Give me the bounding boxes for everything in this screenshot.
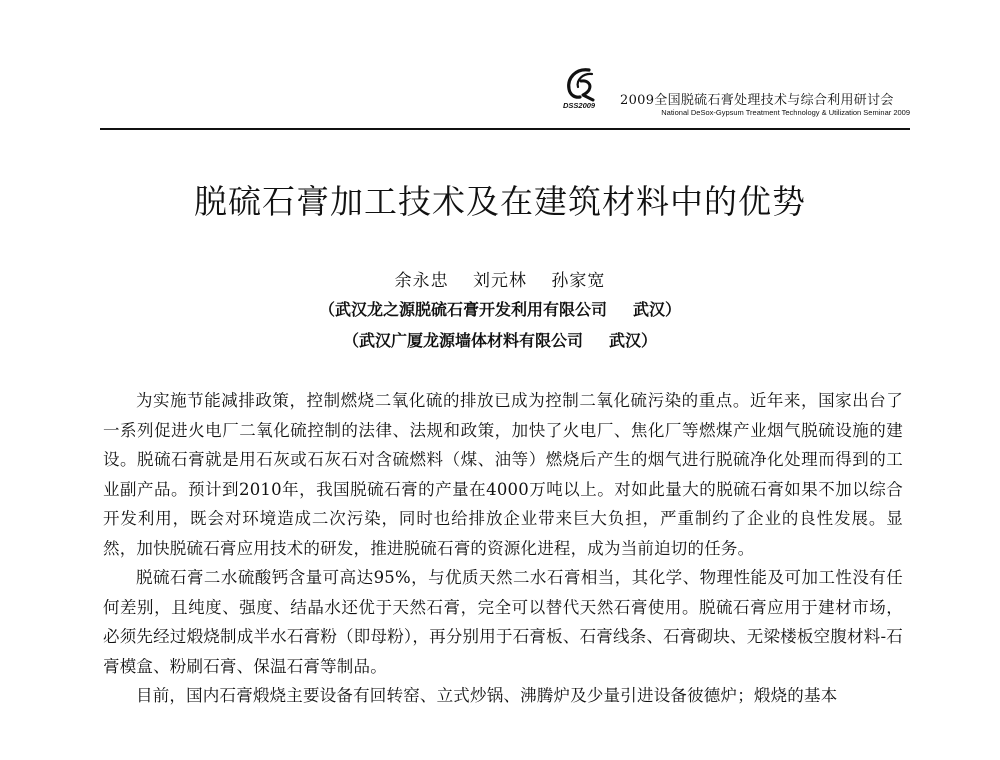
affiliation-city: 武汉 <box>633 300 666 319</box>
paper-body <box>103 386 903 711</box>
conference-name-cn: 2009全国脱硫石膏处理技术与综合利用研讨会 <box>620 93 894 108</box>
body-paragraph: 脱硫石膏二水硫酸钙含量可高达95%，与优质天然二水石膏相当，其化学、物理性能及可加工性没有任何差别，且纯度、强度、结晶水还优于天然石膏，完全可以替代天然石膏使用。脱硫石膏应用于建材市场，必须先经过煅烧制成半水石膏粉（即母粉），再分别用于石膏板、石膏线条、石膏砌块、无梁楼板空腹材料-石膏模盒、粉刷石膏、保温石膏等制品。 <box>103 568 903 676</box>
affiliation-2: （武汉广厦龙源墙体材料有限公司 武汉） <box>342 331 658 350</box>
affiliation-1: （武汉龙之源脱硫石膏开发利用有限公司 武汉） <box>318 300 682 319</box>
body-paragraph: 目前，国内石膏煅烧主要设备有回转窑、立式炒锅、沸腾炉及少量引进设备彼德炉；煅烧的基本 <box>136 686 838 705</box>
affiliation-org: 武汉广厦龙源墙体材料有限公司 <box>358 331 583 350</box>
body-paragraph: 为实施节能减排政策，控制燃烧二氧化硫的排放已成为控制二氧化硫污染的重点。近年来，国家出台了一系列促进火电厂二氧化硫控制的法律、法规和政策，加快了火电厂、焦化厂等燃煤产业烟气脱硫设施的建设。脱硫石膏就是用石灰或石灰石对含硫燃料（煤、油等）燃烧后产生的烟气进行脱硫净化处理而得到的工业副产品。预计到2010年，我国脱硫石膏的产量在4000万吨以上。对如此量大的脱硫石膏如果不加以综合开发利用，既会对环境造成二次污染，同时也给排放企业带来巨大负担，严重制约了企业的良性发展。显然，加快脱硫石膏应用技术的研发，推进脱硫石膏的资源化进程，成为当前迫切的任务。 <box>103 391 903 558</box>
conference-logo-icon <box>562 64 604 110</box>
conference-header <box>100 60 910 135</box>
header-rule <box>100 128 910 130</box>
affiliation-city: 武汉 <box>609 331 642 350</box>
paper-authors: 余永忠 刘元林 孙家宽 <box>394 271 606 291</box>
paper-title: 脱硫石膏加工技术及在建筑材料中的优势 <box>194 182 806 221</box>
logo-text: DSS2009 <box>563 101 596 110</box>
affiliation-org: 武汉龙之源脱硫石膏开发利用有限公司 <box>334 300 607 319</box>
conference-name-en: National DeSox-Gypsum Treatment Technology & Utilization Seminar 2009 <box>661 108 910 117</box>
